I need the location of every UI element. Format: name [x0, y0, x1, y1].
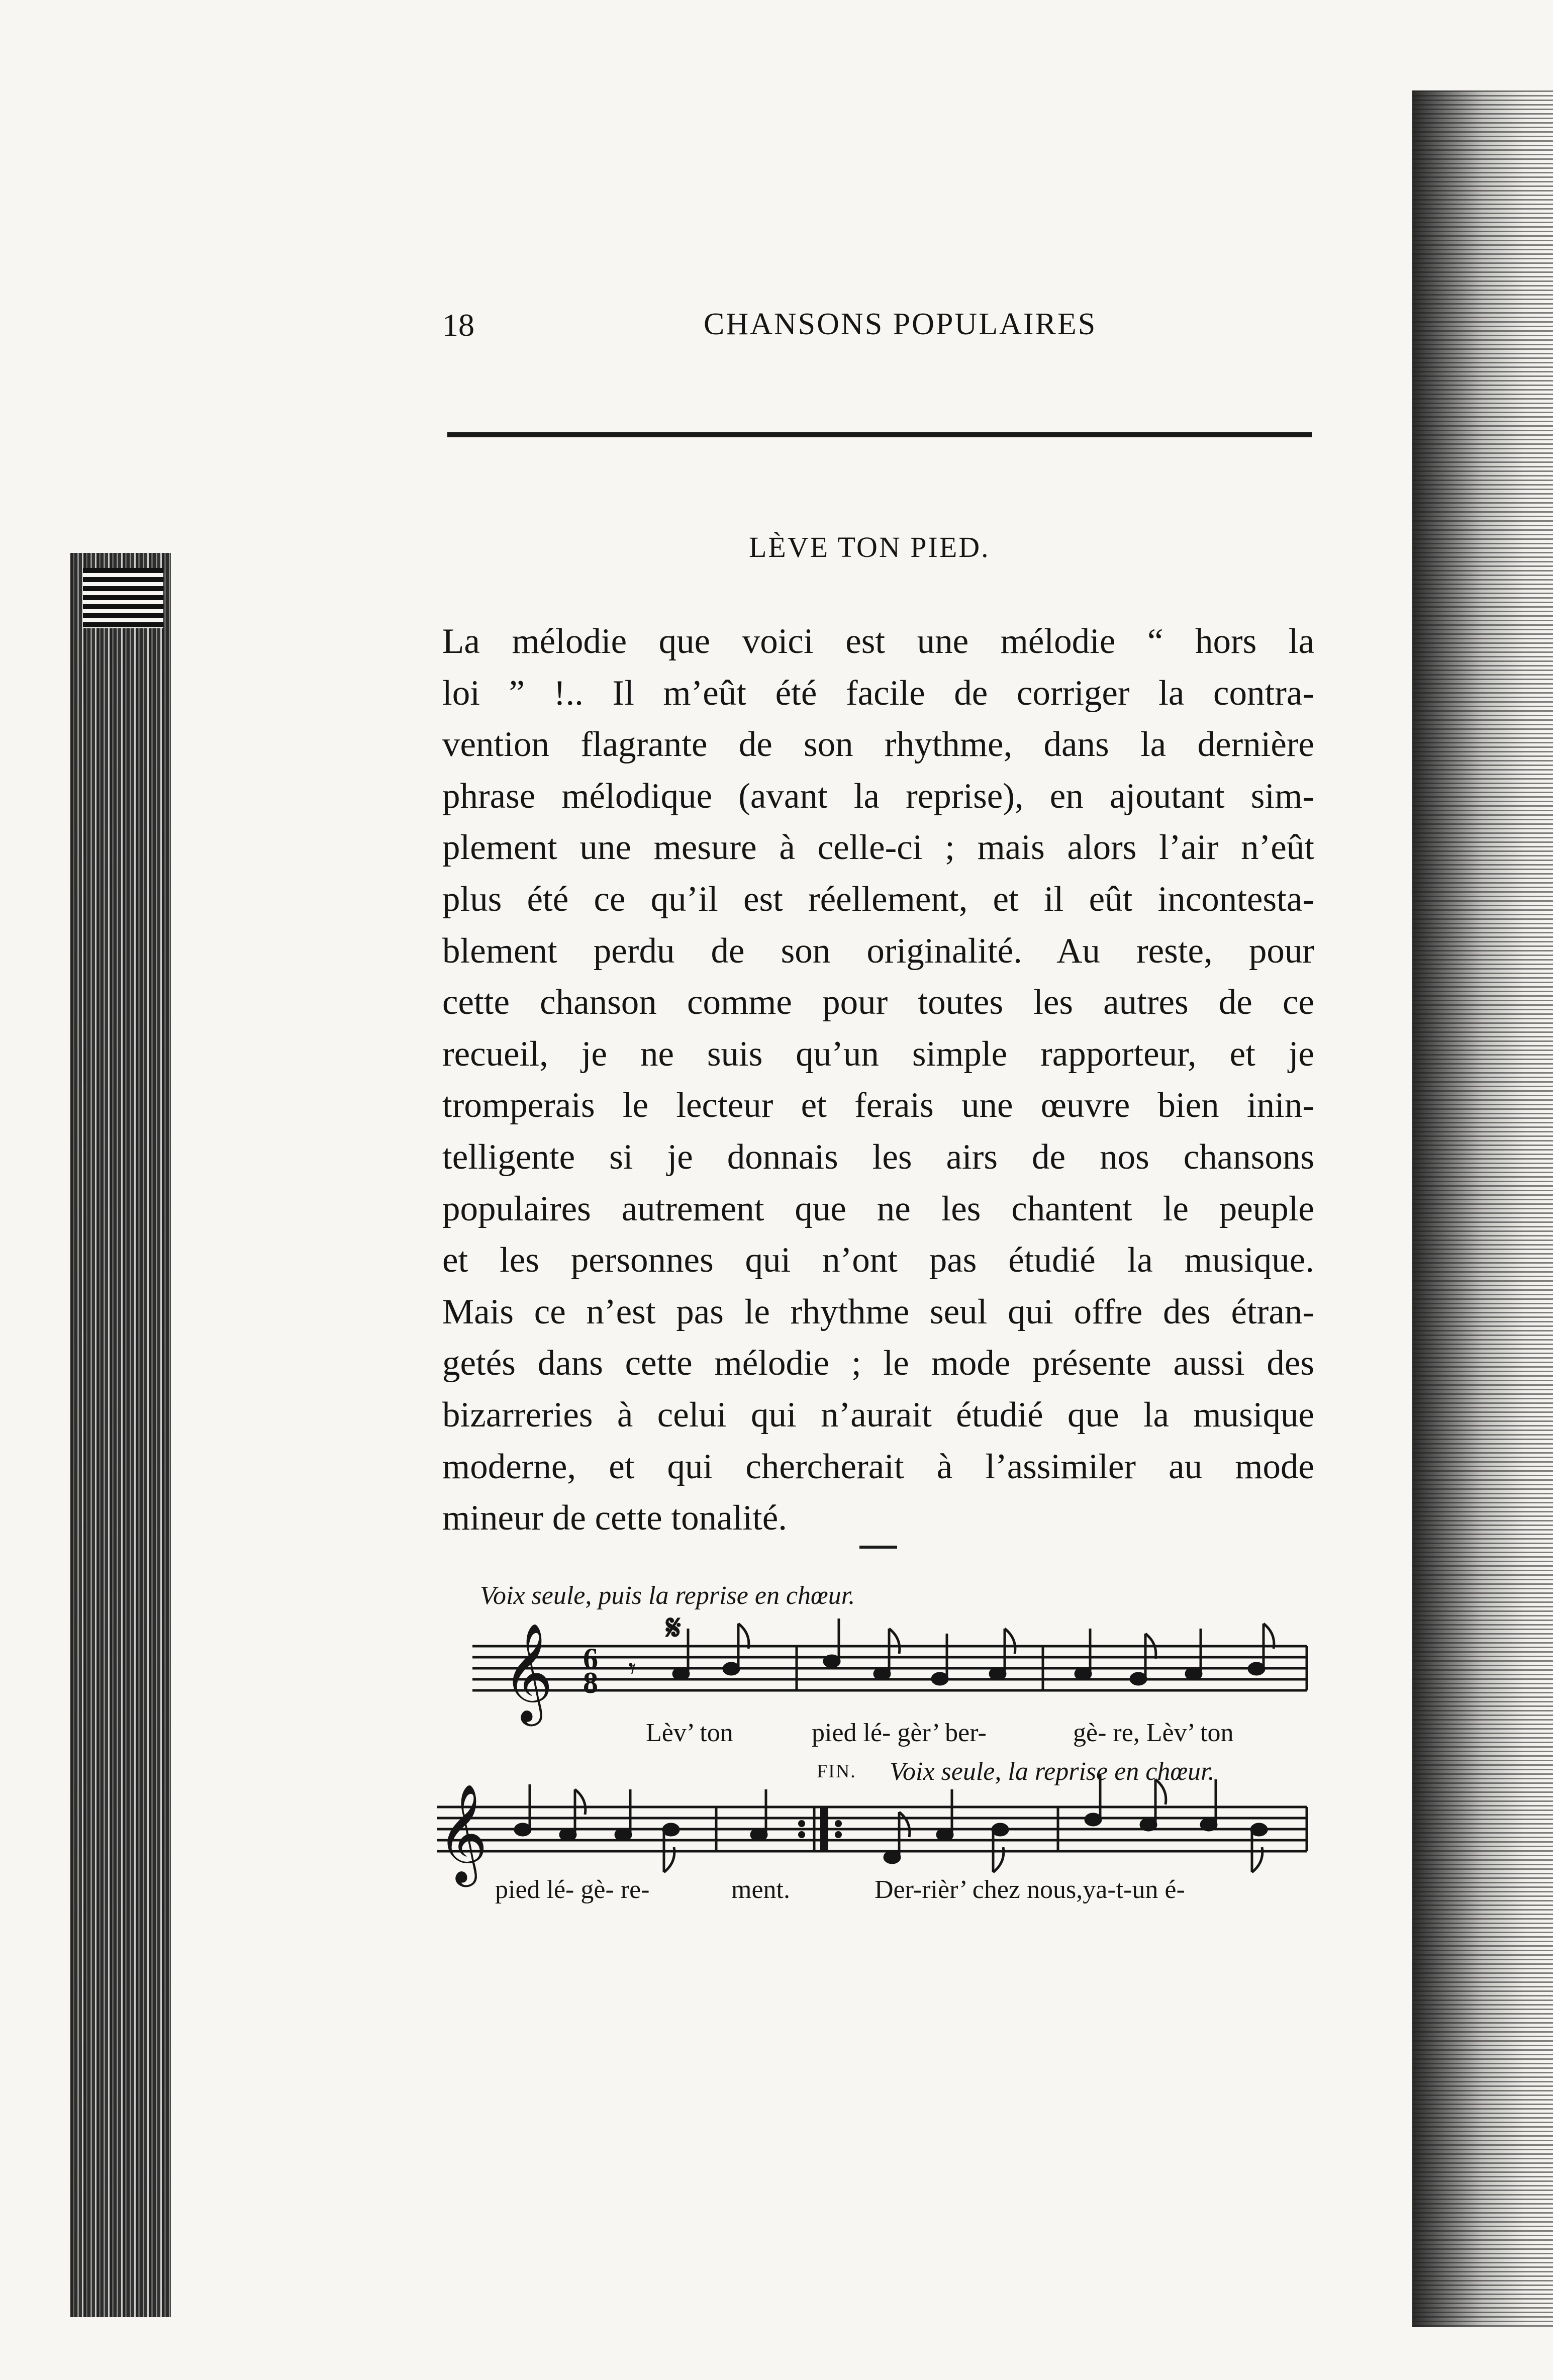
text-line: telligente si je donnais les airs de nos chansons — [442, 1137, 1314, 1177]
song-title: LÈVE TON PIED. — [749, 531, 990, 563]
text-line: getés dans cette mélodie ; le mode présente aussi des — [442, 1344, 1314, 1383]
eighth-rest-icon: 𝄾 — [628, 1652, 636, 1685]
time-signature — [583, 1642, 598, 1699]
lyric-syllables: pied lé- gè- re- — [495, 1875, 650, 1904]
treble-clef-icon — [503, 1623, 553, 1726]
performance-direction: Voix seule, puis la reprise en chœur. — [480, 1581, 855, 1610]
text-line: moderne, et qui chercherait à l’assimiler au mode — [442, 1447, 1314, 1486]
treble-clef-icon — [437, 1783, 488, 1887]
segno-sign: 𝄋 — [666, 1609, 682, 1648]
text-line: vention flagrante de son rhythme, dans la dernière — [442, 725, 1314, 765]
text-line: recueil, je ne suis qu’un simple rapporteur, et je — [442, 1034, 1314, 1074]
text-line: loi ” !.. Il m’eût été facile de corriger la contra- — [442, 673, 1314, 713]
text-line: et les personnes qui n’ont pas étudié la musique. — [442, 1241, 1314, 1280]
text-line: plement une mesure à celle-ci ; mais alors l’air n’eût — [442, 828, 1314, 868]
time-signature-top: 6 — [583, 1642, 598, 1675]
text-line: phrase mélodique (avant la reprise), en ajoutant sim- — [442, 776, 1314, 816]
text-line: cette chanson comme pour toutes les autres de ce — [442, 983, 1314, 1022]
lyric-syllables: gè- re, Lèv’ ton — [1073, 1719, 1234, 1747]
staff-2-notes — [515, 1774, 1267, 1872]
lyric-syllables: Lèv’ ton — [646, 1719, 733, 1747]
lyric-syllables: pied lé- gèr’ ber- — [812, 1719, 987, 1747]
text-line: tromperais le lecteur et ferais une œuvre bien inin- — [442, 1086, 1314, 1125]
running-head: CHANSONS POPULAIRES — [704, 307, 1097, 341]
text-line: populaires autrement que ne les chantent le peuple — [442, 1189, 1314, 1228]
text-line: blement perdu de son originalité. Au reste, pour — [442, 931, 1314, 971]
fin-label: FIN. — [817, 1761, 856, 1782]
svg-text:𝄞: 𝄞 — [437, 1783, 488, 1883]
text-line: La mélodie que voici est une mélodie “ hors la — [442, 622, 1314, 661]
text-line: plus été ce qu’il est réellement, et il eût incontesta- — [442, 879, 1314, 919]
staff-1-notes — [628, 1619, 1274, 1685]
text-line: Mais ce n’est pas le rhythme seul qui offre des étran- — [442, 1292, 1314, 1331]
text-line: bizarreries à celui qui n’aurait étudié que la musique — [442, 1395, 1314, 1435]
lyric-syllables: Der-rièr’ chez nous,ya-t-un é- — [875, 1875, 1185, 1904]
lyric-syllables: ment. — [731, 1875, 790, 1904]
page-number: 18 — [442, 307, 474, 343]
svg-text:𝄞: 𝄞 — [503, 1623, 553, 1722]
time-signature-bottom: 8 — [583, 1666, 598, 1699]
text-line: mineur de cette tonalité. — [442, 1498, 788, 1538]
performance-direction: Voix seule, la reprise en chœur. — [890, 1757, 1215, 1786]
